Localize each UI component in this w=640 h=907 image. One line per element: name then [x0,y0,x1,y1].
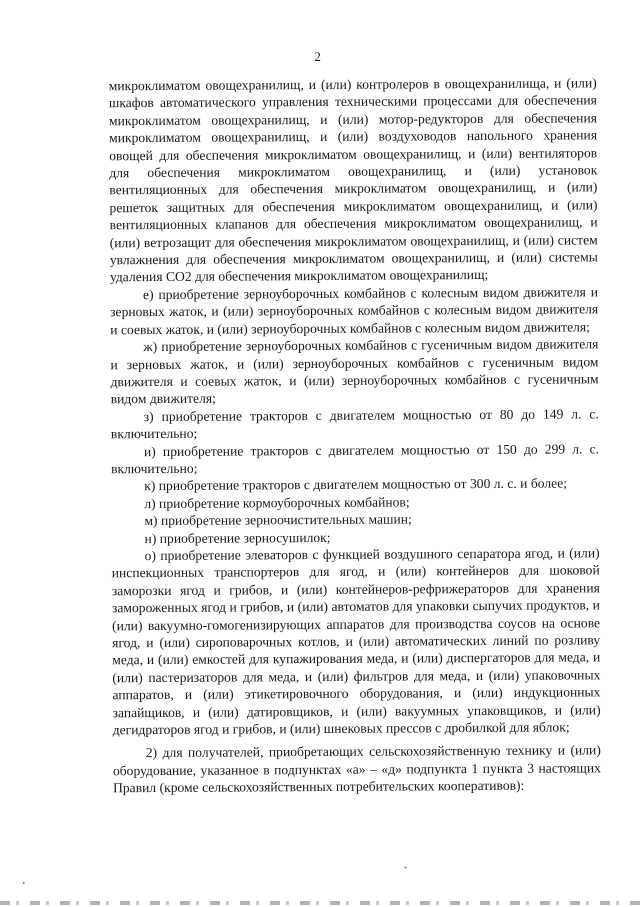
paragraph-item-o: о) приобретение элеваторов с функцией воздушного сепаратора ягод, и (или) инспекционных транспортеров для ягод, и (или) контейнеров для шоковой заморозки ягод и грибов, и (или) контейнеров-рефрижераторов для хранения замороженных ягод и грибов, и (или) автоматов для упаковки сыпучих продуктов, и (или) вакуумно-гомогенизирующих аппаратов для производства соусов на основе ягод, и (или) сироповарочных котлов, и (или) автоматических линий по розливу меда, и (или) емкостей для купажирования меда, и (или) диспергаторов для меда, и (или) пастеризаторов для меда, и (или) фильтров для меда, и (или) упаковочных аппаратов, и (или) этикетировочного оборудования, и (или) индукционных запайщиков, и (или) датировщиков, и (или) вакуумных упаковщиков, и (или) дегидраторов ягод и грибов, и (или) шнековых прессов с дробилкой для яблок; [112,544,601,738]
paragraph-item-i: и) приобретение тракторов с двигателем мощностью от 150 до 299 л. с. включительно; [111,440,599,478]
paragraph-item-k: к) приобретение тракторов с двигателем мощностью от 300 л. с. и более; [111,475,599,495]
paragraph-item-m: м) приобретение зерноочистительных машин; [111,509,599,529]
paragraph-item-e: е) приобретение зерноуборочных комбайнов с колесным видом движителя и зерновых жаток, и (или) зерноуборочных комбайнов с колесным видом движителя и соевых жаток, и (или) зерноуборочных комбайнов с колесным видом движителя; [110,283,598,338]
paragraph-item-z: з) приобретение тракторов с двигателем мощностью от 80 до 149 л. с. включительно; [111,405,599,443]
document-body [109,74,601,797]
scan-edge-noise [0,901,640,905]
paragraph-item-l: л) приобретение кормоуборочных комбайнов; [111,492,599,512]
paragraph-continuation: микроклиматом овощехранилищ, и (или) контролеров в овощехранилища, и (или) шкафов автоматического управления техническими процессами для обеспечения микроклиматом овощехранилищ, и (или) мотор-редукторов для обеспечения микроклиматом овощехранилищ, и (или) воздуховодов напольного хранения овощей для обеспечения микроклиматом овощехранилищ, и (или) вентиляторов для обеспечения микроклиматом овощехранилищ, и (или) установок вентиляционных для обеспечения микроклиматом овощехранилищ, и (или) решеток защитных для обеспечения микроклиматом овощехранилищ, и (или) вентиляционных клапанов для обеспечения микроклиматом овощехранилищ, и (или) ветрозащит для обеспечения микроклиматом овощехранилищ, и (или) систем увлажнения для обеспечения микроклиматом овощехранилищ, и (или) системы удаления СО2 для обеспечения микроклиматом овощехранилищ; [109,74,598,286]
paragraph-item-2: 2) для получателей, приобретающих сельскохозяйственную технику и (или) оборудование, указанное в подпунктах «а» – «д» подпункта 1 пункта 3 настоящих Правил (кроме сельскохозяйственных потребительских кооперативов): [113,742,601,797]
paragraph-item-zh: ж) приобретение зерноуборочных комбайнов с гусеничным видом движителя и зерновых жаток, и (или) зерноуборочных комбайнов с гусеничным видом движителя и соевых жаток, и (или) зерноуборочных комбайнов с гусеничным видом движителя; [110,335,598,408]
paragraph-item-n: н) приобретение зерносушилок; [111,527,599,547]
scan-speck [405,866,407,868]
scan-speck [23,882,25,884]
page-number: 2 [0,47,638,67]
